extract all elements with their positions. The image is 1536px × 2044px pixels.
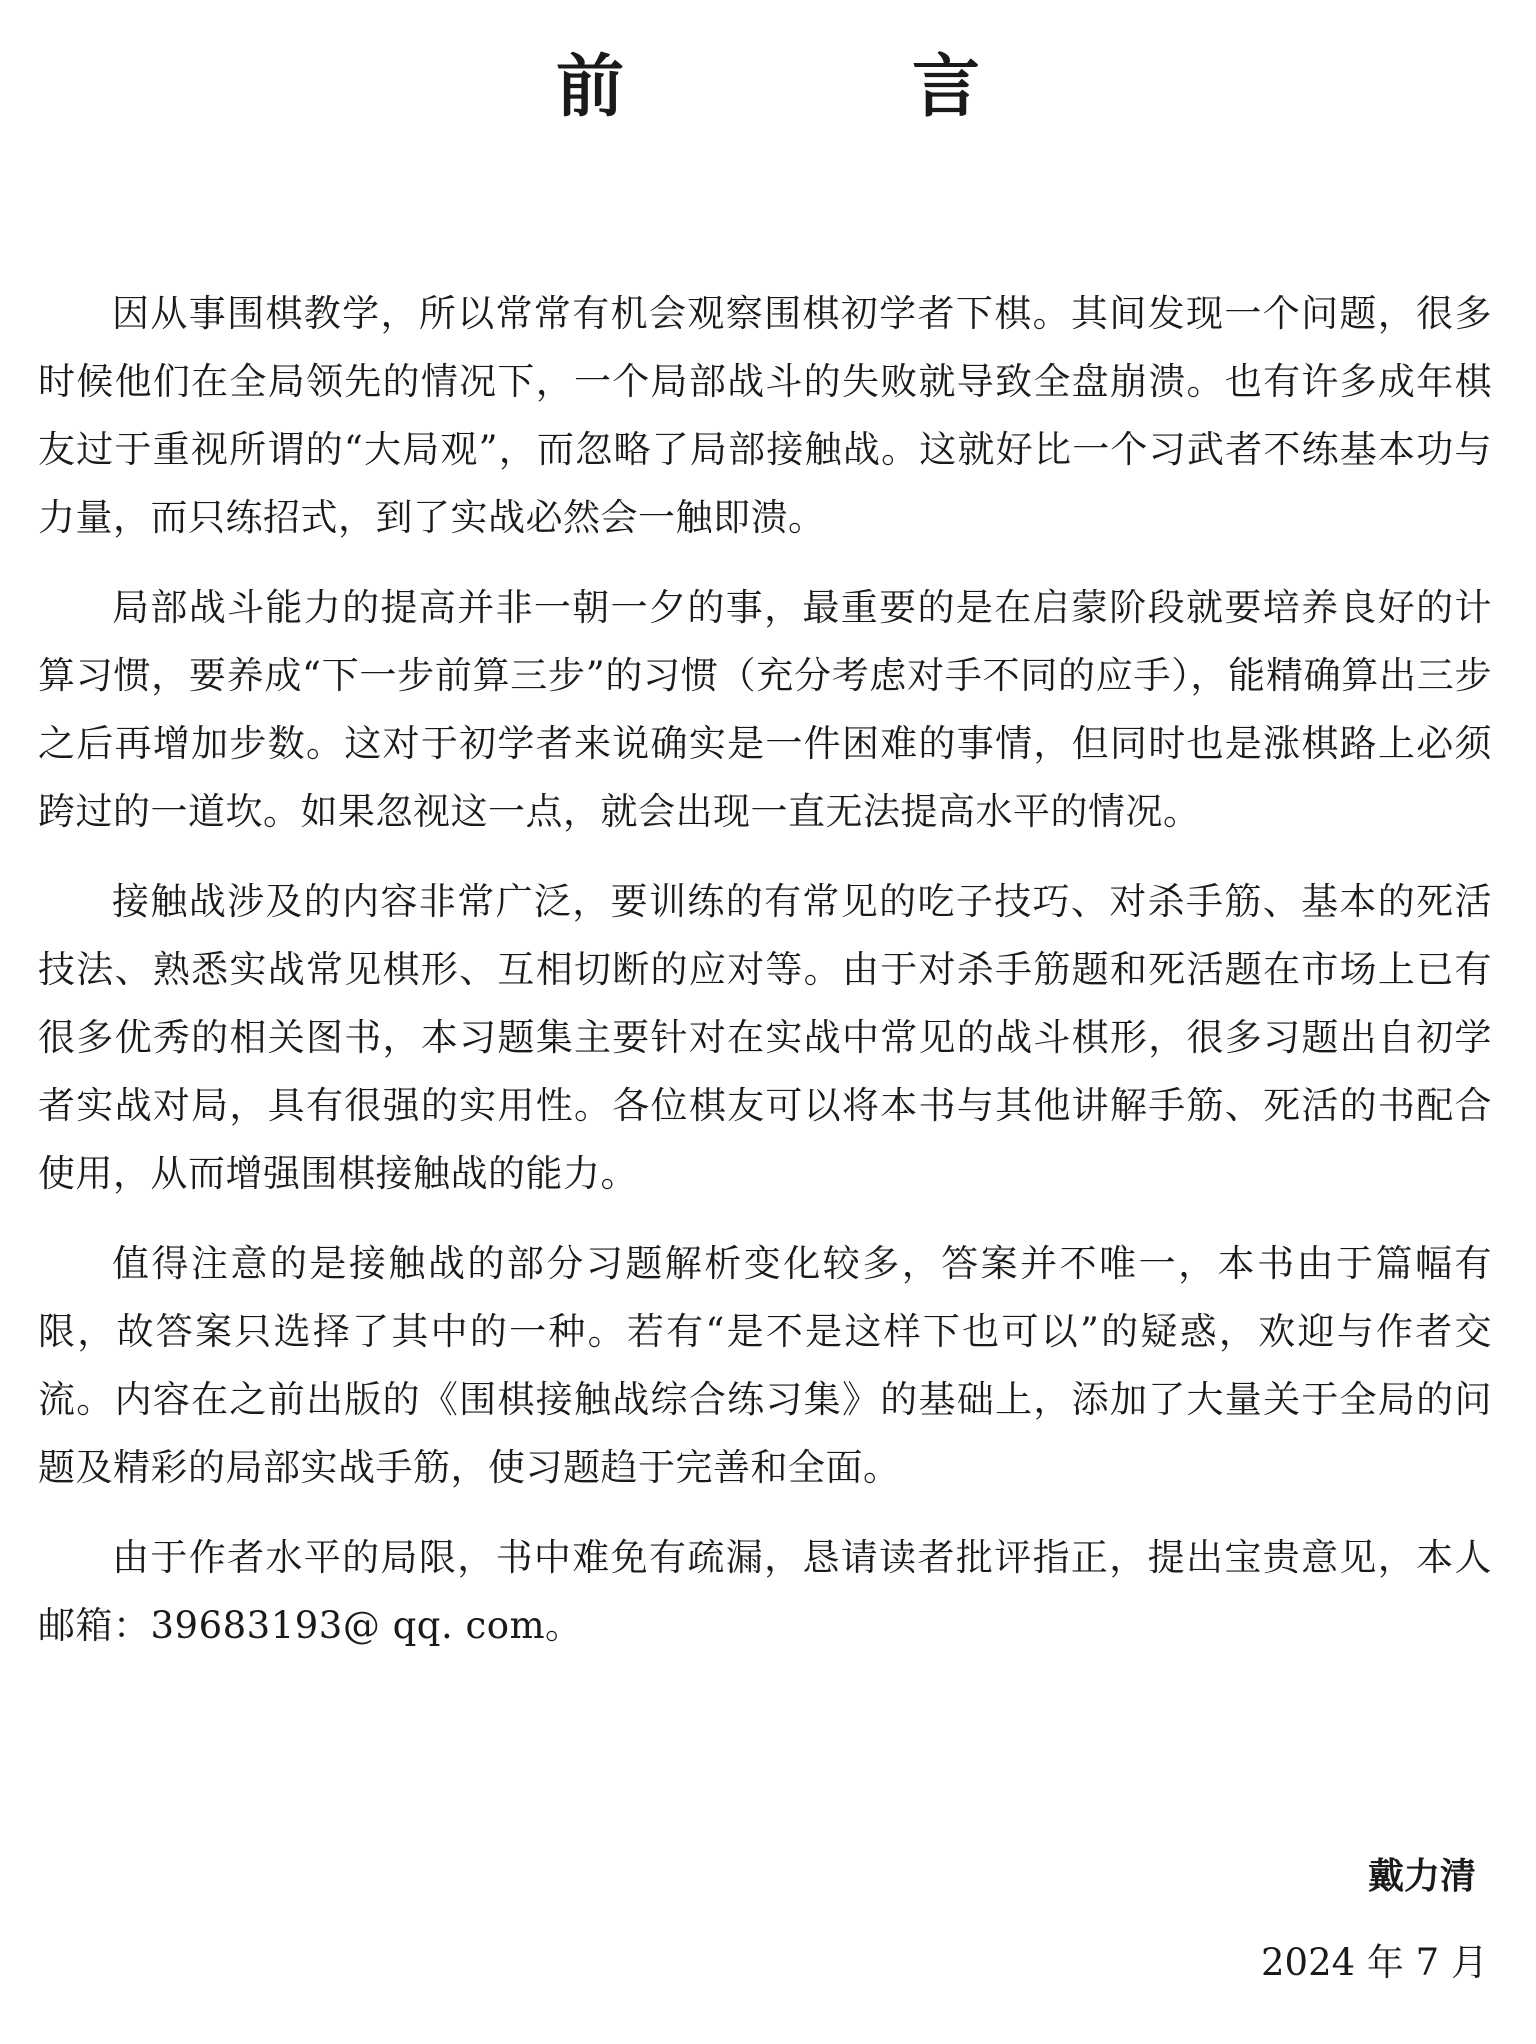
paragraph-3: 接触战涉及的内容非常广泛，要训练的有常见的吃子技巧、对杀手筋、基本的死活技法、熟悉实战常见棋形、互相切断的应对等。由于对杀手筋题和死活题在市场上已有很多优秀的相关图书，本习题集主要针对在实战中常见的战斗棋形，很多习题出自初学者实战对局，具有很强的实用性。各位棋友可以将本书与其他讲解手筋、死活的书配合使用，从而增强围棋接触战的能力。: [38, 880, 1492, 1195]
paragraph-1: 因从事围棋教学，所以常常有机会观察围棋初学者下棋。其间发现一个问题，很多时候他们在全局领先的情况下，一个局部战斗的失败就导致全盘崩溃。也有许多成年棋友过于重视所谓的“大局观”，而忽略了局部接触战。这就好比一个习武者不练基本功与力量，而只练招式，到了实战必然会一触即溃。: [38, 292, 1492, 539]
preface-body: [38, 280, 1492, 1660]
date: 2024 年 7 月: [1261, 1941, 1488, 1984]
paragraph-4: 值得注意的是接触战的部分习题解析变化较多，答案并不唯一，本书由于篇幅有限，故答案只选择了其中的一种。若有“是不是这样下也可以”的疑惑，欢迎与作者交流。内容在之前出版的《围棋接触战综合练习集》的基础上，添加了大量关于全局的问题及精彩的局部实战手筋，使习题趋于完善和全面。: [38, 1242, 1492, 1489]
paragraph-2: 局部战斗能力的提高并非一朝一夕的事，最重要的是在启蒙阶段就要培养良好的计算习惯，要养成“下一步前算三步”的习惯（充分考虑对手不同的应手），能精确算出三步之后再增加步数。这对于初学者来说确实是一件困难的事情，但同时也是涨棋路上必须跨过的一道坎。如果忽视这一点，就会出现一直无法提高水平的情况。: [38, 586, 1492, 833]
paragraph-5: 由于作者水平的局限，书中难免有疏漏，恳请读者批评指正，提出宝贵意见，本人邮箱：39683193@ qq. com。: [38, 1536, 1492, 1647]
page-title: 前 言: [555, 48, 1090, 127]
author-signature: 戴力清: [1367, 1856, 1476, 1897]
